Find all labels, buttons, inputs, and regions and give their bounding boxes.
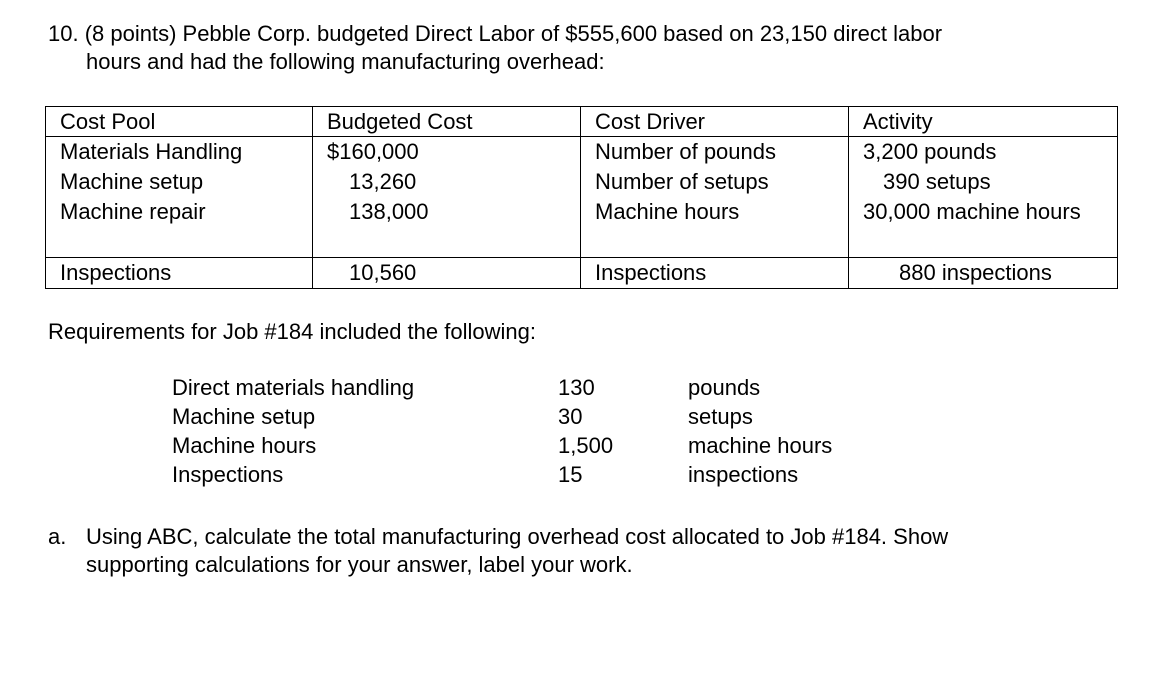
- part-a-line-1: Using ABC, calculate the total manufacturing overhead cost allocated to Job #184. Show: [86, 524, 949, 549]
- requirement-name: Inspections: [172, 462, 284, 487]
- header-budgeted-cost: Budgeted Cost: [313, 107, 581, 137]
- cell-budgeted-cost: $160,000: [313, 137, 581, 168]
- cell-cost-driver: Inspections: [581, 258, 849, 289]
- requirement-unit: setups: [688, 404, 753, 429]
- cell-budgeted-cost-value: 13,260: [349, 169, 417, 194]
- question-line-2: hours and had the following manufacturing overhead:: [86, 49, 605, 74]
- cell-activity-value: 880 inspections: [899, 260, 1052, 285]
- question-line-1: 10. (8 points) Pebble Corp. budgeted Direct Labor of $555,600 based on 23,150 direct labor: [48, 21, 943, 46]
- part-a-prompt: [48, 523, 1128, 579]
- header-cost-driver: Cost Driver: [581, 107, 849, 137]
- cell-cost-driver: Machine hours: [581, 197, 849, 258]
- table-row: [46, 137, 1118, 168]
- requirement-quantity: 130: [558, 375, 595, 400]
- header-activity: Activity: [849, 107, 1118, 137]
- cell-budgeted-cost-value: 10,560: [349, 260, 417, 285]
- table-row: [46, 197, 1118, 258]
- requirement-unit: machine hours: [688, 433, 833, 458]
- requirement-unit: pounds: [688, 375, 761, 400]
- cell-budgeted-cost: [313, 197, 581, 258]
- cell-cost-driver: Number of setups: [581, 167, 849, 197]
- cell-cost-pool: Machine repair: [46, 197, 313, 258]
- part-a-line-2: supporting calculations for your answer, label your work.: [86, 552, 633, 577]
- cell-budgeted-cost-value: 138,000: [349, 199, 429, 224]
- overhead-cost-table: [45, 106, 1118, 289]
- requirement-name: Machine hours: [172, 433, 317, 458]
- requirement-name: Machine setup: [172, 404, 316, 429]
- requirement-unit: inspections: [688, 462, 799, 487]
- cell-cost-pool: Materials Handling: [46, 137, 313, 168]
- requirement-name: Direct materials handling: [172, 375, 415, 400]
- cell-activity: [849, 167, 1118, 197]
- cell-budgeted-cost: [313, 167, 581, 197]
- requirement-quantity: 15: [558, 462, 583, 487]
- header-cost-pool: Cost Pool: [46, 107, 313, 137]
- cell-budgeted-cost: [313, 258, 581, 289]
- table-row: [46, 167, 1118, 197]
- cell-activity: 30,000 machine hours: [849, 197, 1118, 258]
- part-a-letter: a.: [48, 524, 67, 549]
- cell-activity: 3,200 pounds: [849, 137, 1118, 168]
- requirement-quantity: 30: [558, 404, 583, 429]
- cell-activity-value: 390 setups: [883, 169, 991, 194]
- cell-activity: [849, 258, 1118, 289]
- requirement-quantity: 1,500: [558, 433, 614, 458]
- cell-cost-pool: Machine setup: [46, 167, 313, 197]
- question-text: [48, 20, 1128, 76]
- table-header-row: [46, 107, 1118, 137]
- requirements-label: Requirements for Job #184 included the following:: [48, 319, 536, 344]
- cell-cost-pool: Inspections: [46, 258, 313, 289]
- table-row: [46, 258, 1118, 289]
- cell-cost-driver: Number of pounds: [581, 137, 849, 168]
